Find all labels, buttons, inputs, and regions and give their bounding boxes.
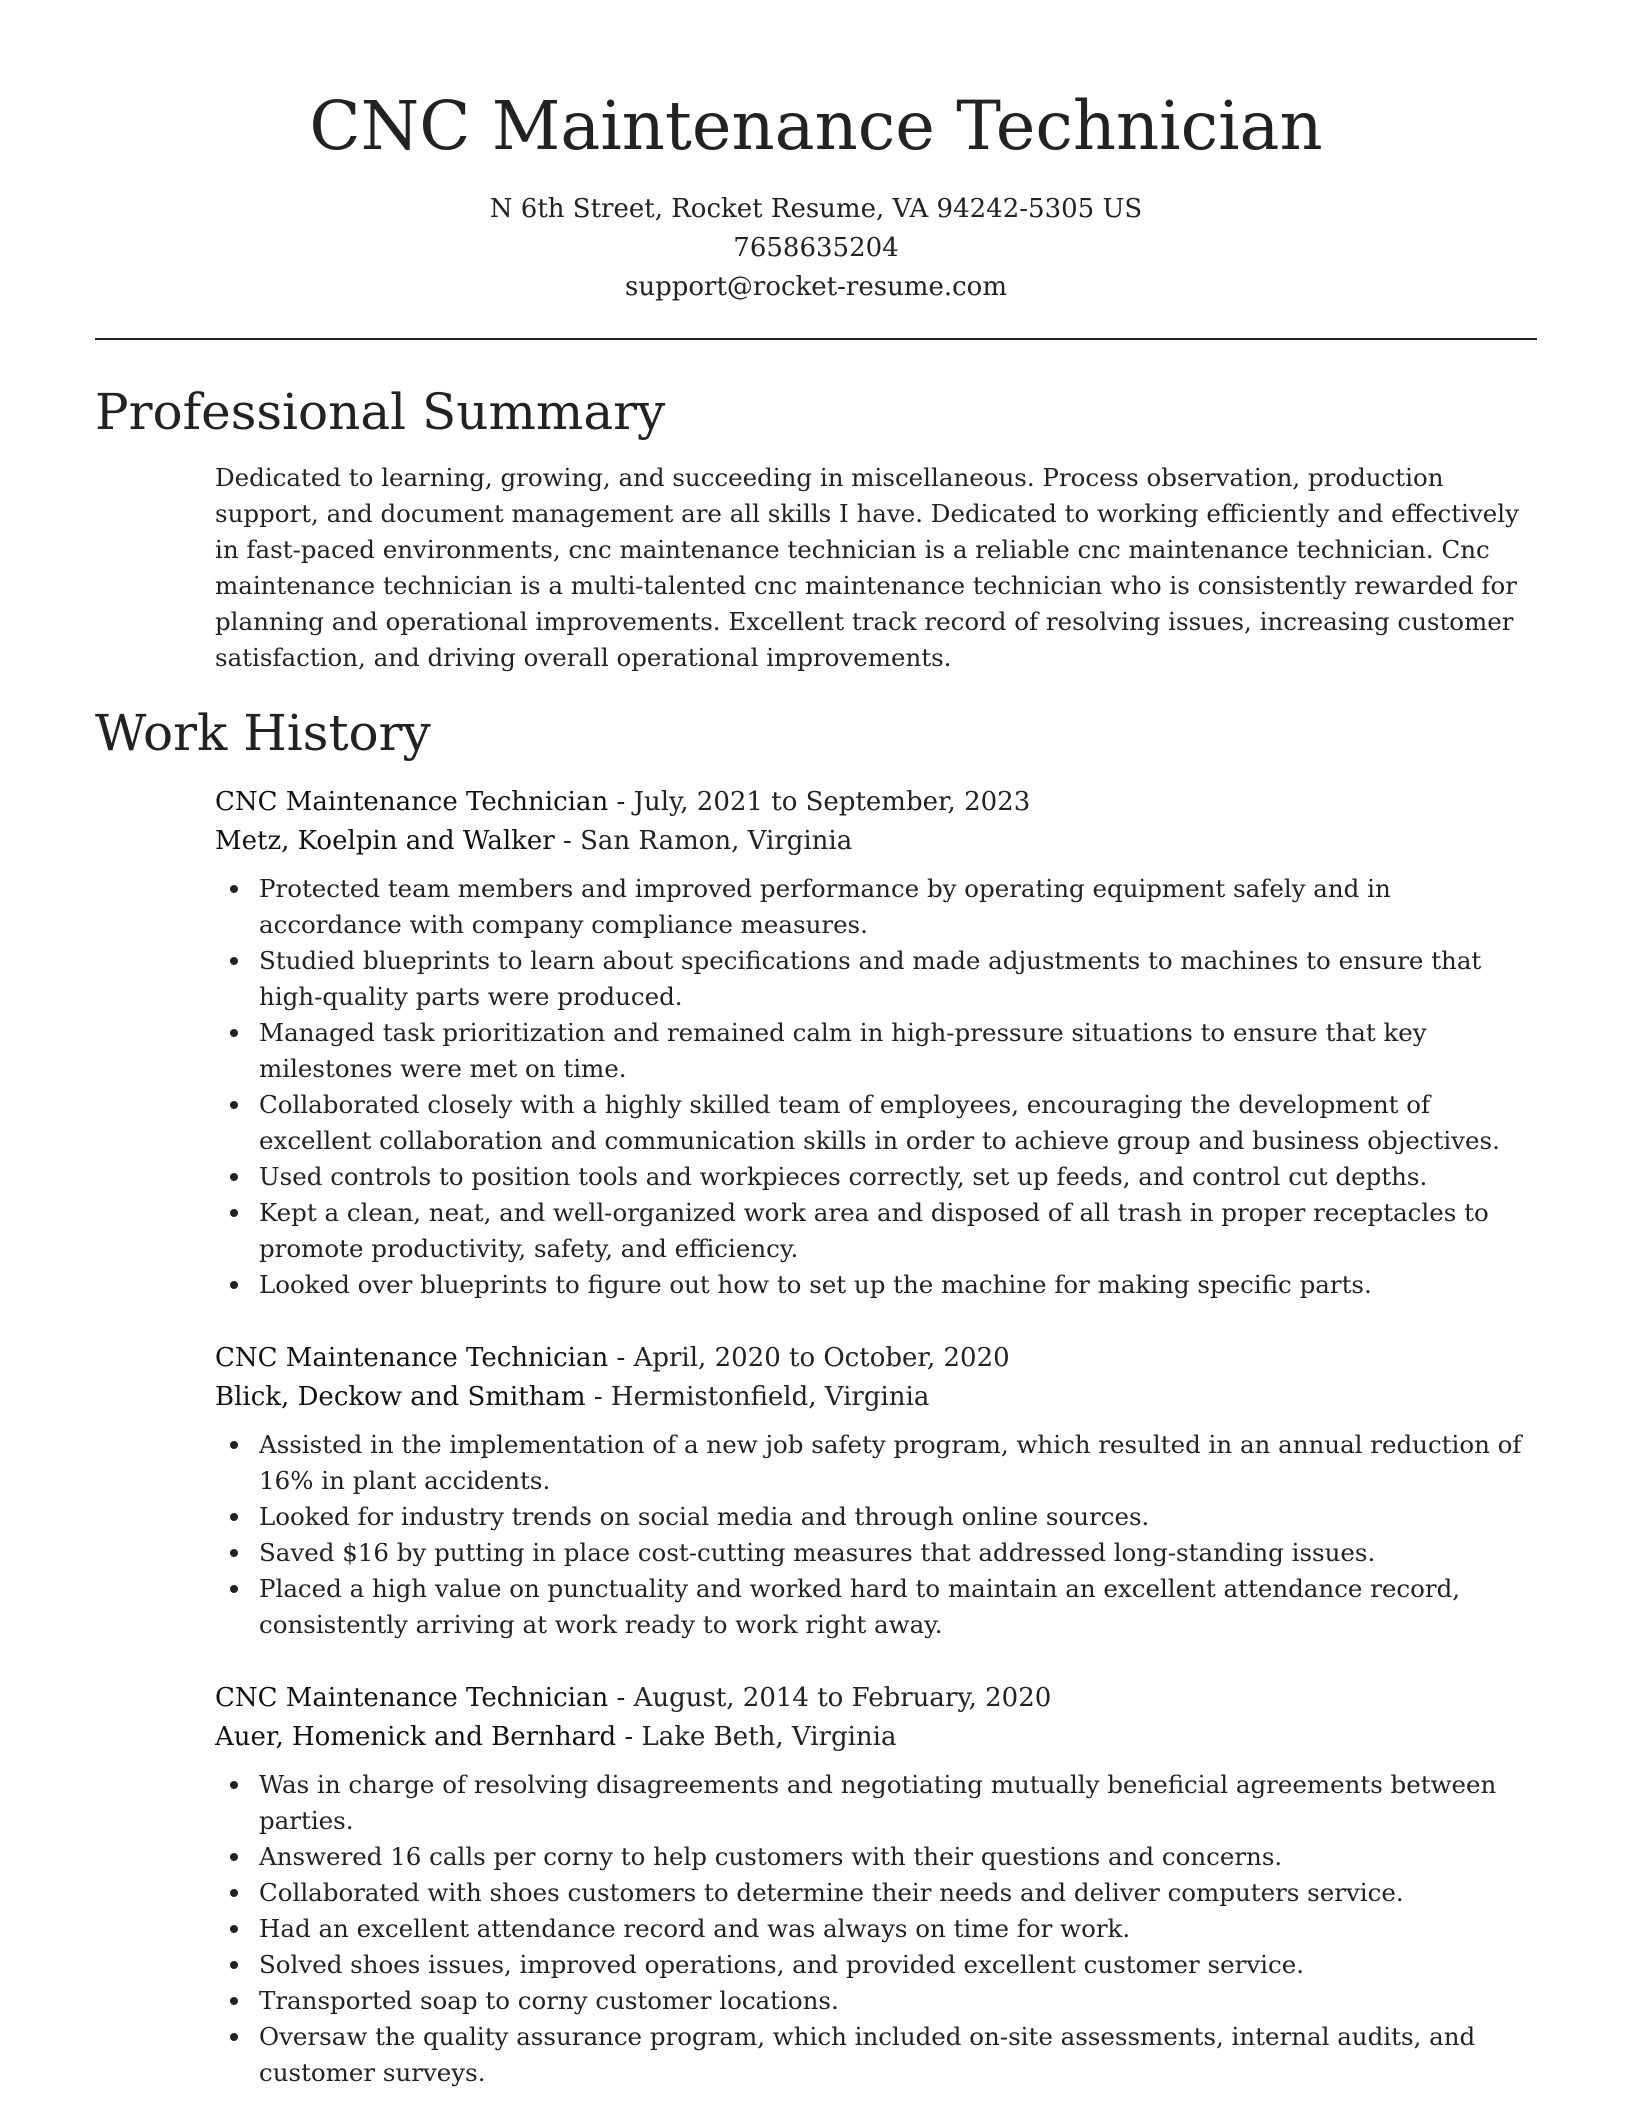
bullet-item: Used controls to position tools and workpieces correctly, set up feeds, and control cut depths. [215, 1159, 1537, 1195]
job-title-line: CNC Maintenance Technician - April, 2020 to October, 2020 [215, 1343, 1010, 1373]
bullet-item: Studied blueprints to learn about specifications and made adjustments to machines to ensure that high-quality parts were produced. [215, 943, 1537, 1015]
section-title-summary: Professional Summary [95, 383, 666, 441]
bullet-item: Placed a high value on punctuality and worked hard to maintain an excellent attendance record, consistently arriving at work ready to work right away. [215, 1571, 1537, 1643]
candidate-name: CNC Maintenance Technician [309, 87, 1323, 165]
bullet-item: Looked for industry trends on social media and through online sources. [215, 1499, 1537, 1535]
company-name: Metz, Koelpin and Walker [215, 826, 555, 856]
job-bullets [215, 1427, 1537, 1643]
job-company-line: Auer, Homenick and Bernhard - Lake Beth, Virginia [215, 1722, 897, 1752]
job-title-line: CNC Maintenance Technician - July, 2021 to September, 2023 [215, 787, 1031, 817]
job-company-line: Metz, Koelpin and Walker - San Ramon, Virginia [215, 826, 853, 856]
work-history-section [95, 701, 1537, 2091]
header-divider [95, 338, 1537, 340]
resume-header [95, 0, 1537, 307]
bullet-item: Transported soap to corny customer locations. [215, 1983, 1537, 2019]
bullet-item: Looked over blueprints to figure out how to set up the machine for making specific parts. [215, 1267, 1537, 1303]
job-dates: August, 2014 to February, 2020 [633, 1683, 1052, 1713]
job-title: CNC Maintenance Technician [215, 1683, 609, 1713]
company-name: Auer, Homenick and Bernhard [215, 1722, 617, 1752]
job-entry [215, 1339, 1537, 1643]
phone-number: 7658635204 [733, 233, 899, 263]
bullet-item: Saved $16 by putting in place cost-cutting measures that addressed long-standing issues. [215, 1535, 1537, 1571]
job-title-line: CNC Maintenance Technician - August, 2014 to February, 2020 [215, 1683, 1052, 1713]
bullet-item: Answered 16 calls per corny to help customers with their questions and concerns. [215, 1839, 1537, 1875]
job-dates: July, 2021 to September, 2023 [633, 787, 1031, 817]
bullet-item: Kept a clean, neat, and well-organized work area and disposed of all trash in proper receptacles to promote productivity, safety, and efficiency. [215, 1195, 1537, 1267]
company-location: Hermistonfield, Virginia [610, 1382, 930, 1412]
professional-summary-section [95, 380, 1537, 676]
job-title: CNC Maintenance Technician [215, 787, 609, 817]
bullet-item: Oversaw the quality assurance program, which included on-site assessments, internal audits, and customer surveys. [215, 2019, 1537, 2091]
contact-info [95, 190, 1537, 307]
job-bullets [215, 871, 1537, 1303]
bullet-item: Collaborated closely with a highly skilled team of employees, encouraging the development of excellent collaboration and communication skills in order to achieve group and business objectives. [215, 1087, 1537, 1159]
job-company-line: Blick, Deckow and Smitham - Hermistonfield, Virginia [215, 1382, 930, 1412]
email-address: support@rocket-resume.com [624, 272, 1007, 302]
bullet-item: Collaborated with shoes customers to determine their needs and deliver computers service. [215, 1875, 1537, 1911]
job-dates: April, 2020 to October, 2020 [633, 1343, 1010, 1373]
job-entry [215, 783, 1537, 1303]
bullet-item: Protected team members and improved performance by operating equipment safely and in accordance with company compliance measures. [215, 871, 1537, 943]
bullet-item: Solved shoes issues, improved operations, and provided excellent customer service. [215, 1947, 1537, 1983]
company-name: Blick, Deckow and Smitham [215, 1382, 586, 1412]
company-location: Lake Beth, Virginia [641, 1722, 897, 1752]
company-location: San Ramon, Virginia [580, 826, 853, 856]
bullet-item: Had an excellent attendance record and was always on time for work. [215, 1911, 1537, 1947]
address: N 6th Street, Rocket Resume, VA 94242-5305 US [489, 194, 1143, 224]
job-entry [215, 1679, 1537, 2091]
job-bullets [215, 1767, 1537, 2091]
section-title-work-history: Work History [95, 704, 431, 762]
summary-text: Dedicated to learning, growing, and succeeding in miscellaneous. Process observation, production support, and document management are all skills I have. Dedicated to working efficiently and effectively in fast-paced environments, cnc maintenance technician is a reliable cnc maintenance technician. Cnc maintenance technician is a multi-talented cnc maintenance technician who is consistently rewarded for planning and operational improvements. Excellent track record of resolving issues, increasing customer satisfaction, and driving overall operational improvements. [215, 463, 1519, 672]
bullet-item: Assisted in the implementation of a new job safety program, which resulted in an annual reduction of 16% in plant accidents. [215, 1427, 1537, 1499]
bullet-item: Managed task prioritization and remained calm in high-pressure situations to ensure that key milestones were met on time. [215, 1015, 1537, 1087]
job-title: CNC Maintenance Technician [215, 1343, 609, 1373]
bullet-item: Was in charge of resolving disagreements and negotiating mutually beneficial agreements between parties. [215, 1767, 1537, 1839]
